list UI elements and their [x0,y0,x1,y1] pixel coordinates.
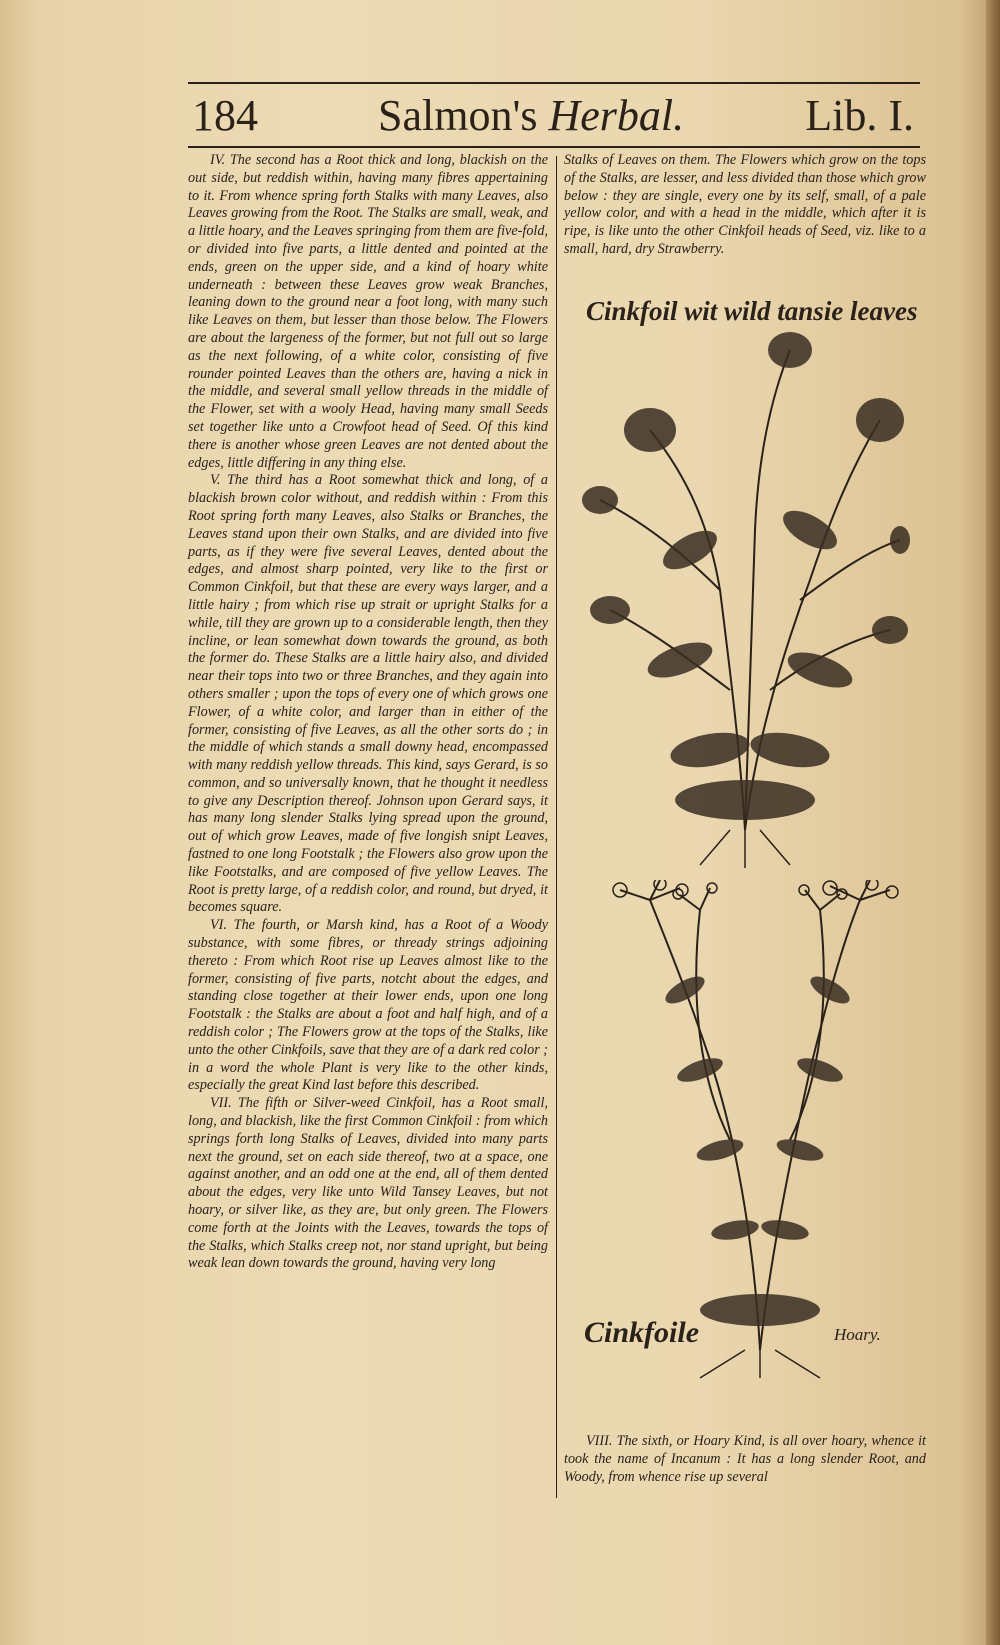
paragraph-vii-continued: Stalks of Leaves on them. The Flowers which grow on the tops of the Stalks, are lesser, and less divided than those which grow below : they are single, every one by its self, small, of a pale yellow color, and with a head in the middle, which after it is ripe, is like unto the other Cinkfoil heads of Seed, viz. like to a small, hard, dry Strawberry. [564,152,926,257]
paragraph-iv: IV. The second has a Root thick and long, blackish on the out side, but reddish within, having many fibres appertaining to it. From whence spring forth Stalks with many Leaves, also Leaves growing from the Root. The Stalks are small, weak, and a little hoary, and the Leaves springing from them are five-fold, or divided into five parts, a little dented and pointed at the ends, green on the upper side, and a kind of hoary white underneath : between these Leaves grow weak Branches, leaning down to the ground near a foot long, with many such like Leaves on them, but lesser than those below. The Flowers are about the largeness of the former, but not full out so large as the next following, of a white color, consisting of five rounder pointed Leaves than the others are, having a nick in the middle, and several small yellow threads in the middle of the Flower, set with a wooly Head, having many small Seeds set together like unto a Crowfoot head of Seed. Of this kind there is another whose green Leaves are not dented about the edges, little differing in any thing else. [188,152,548,471]
paragraph-v: V. The third has a Root somewhat thick and long, of a blackish brown color without, and reddish within : From this Root spring forth many Leaves, also Stalks or Branches, the Leaves stand upon their own Stalks, and are divided into five parts, as if they were five several Leaves, dented about the edges, and almost sharp pointed, very like to the first or Common Cinkfoil, but that these are every ways larger, and a little hairy ; from which rise up strait or upright Stalks for a while, till they are grown up to a considerable length, then they incline, or lean somewhat down towards the ground, as both the former do. These Stalks are a little hairy also, and divided near their tops into two or three Branches, and they again into others smaller ; upon the tops of every one of which grows one Flower, of a white color, and larger than in either of the former, consisting of five Leaves, as all the other sorts do ; in the middle of which stands a small downy head, encompassed with many reddish yellow threads. This kind, says Gerard, is so common, and so universally known, that he thought it needless to give any Description thereof. Johnson upon Gerard says, it has many long slender Stalks lying spread upon the ground, out of which grow Leaves, made of five longish snipt Leaves, fastned to one long Footstalk ; the Flowers also grow upon the like Footstalks, and are composed of five yellow Leaves. The Root is pretty large, of a reddish color, and round, but dryed, it becomes square. [188,472,548,916]
running-header [188,82,920,148]
paragraph-vi: VI. The fourth, or Marsh kind, has a Root of a Woody substance, with some fibres, or thready strings adjoining thereto : From which Root rise up Leaves almost like to the former, consisting of five parts, notcht about the edges, and standing close together at their lower ends, upon one long Footstalk : the Stalks are about a foot and half high, and of a reddish color ; The Flowers grow at the tops of the Stalks, like unto the other Cinkfoils, save that they are of a dark red color ; in a word the whole Plant is very like to the other kinds, especially the great Kind last before this described. [188,917,548,1094]
illustration-2-subcaption: Hoary. [834,1325,881,1344]
left-column [188,152,548,1273]
paragraph-viii: VIII. The sixth, or Hoary Kind, is all over hoary, whence it took the name of Incanum : It has a long slender Root, and Woody, from whence rise up several [564,1433,926,1485]
hoary-cinkfoil-woodcut-icon [590,880,920,1380]
title-roman: Salmon's [378,91,538,140]
column-divider [556,156,557,1498]
illustration-2-caption: Cinkfoile [584,1316,700,1349]
illustration-1-caption: Cinkfoil wit wild tansie leaves [586,296,918,326]
right-column-bottom [564,1433,926,1486]
page-number: 184 [192,91,258,140]
cinkfoil-tansy-leaves-woodcut-icon [580,330,910,870]
book-title [378,90,684,141]
book-number: Lib. I. [805,91,914,140]
right-column-top [564,152,926,259]
paragraph-vii: VII. The fifth or Silver-weed Cinkfoil, has a Root small, long, and blackish, like the first Common Cinkfoil : from which springs forth long Stalks of Leaves, divided into many parts next the ground, set on each side thereof, two at a space, one against another, and an odd one at the end, all of them dented about the edges, very like unto Wild Tansey Leaves, but not hoary, or silver like, as they are, but only green. The Flowers come forth at the Joints with the Leaves, towards the tops of the Stalks, which Stalks creep not, nor stand upright, but being weak lean down towards the ground, having very long [188,1095,548,1272]
page-edge [986,0,1000,1645]
title-italic: Herbal. [548,91,685,140]
